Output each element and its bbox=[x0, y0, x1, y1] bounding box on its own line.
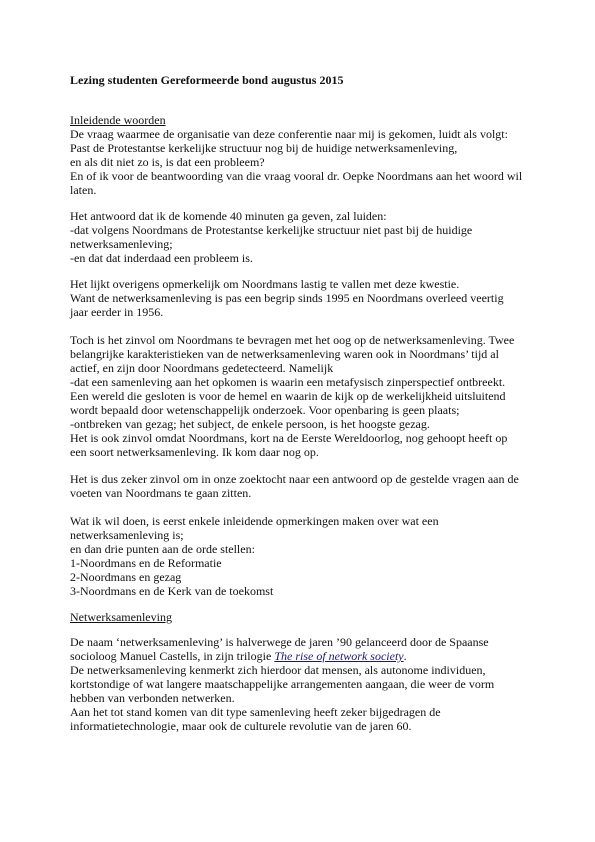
paragraph bbox=[70, 333, 540, 459]
text-fragment: socioloog Manuel Castells, in zijn trilogie bbox=[70, 649, 275, 663]
paragraph bbox=[70, 472, 540, 500]
text-fragment: . bbox=[403, 649, 407, 663]
text-line: Aan het tot stand komen van dit type samenleving heeft zeker bijgedragen de bbox=[70, 705, 441, 719]
text-line: Het antwoord dat ik de komende 40 minuten ga geven, zal luiden: bbox=[70, 209, 387, 223]
text-line: De naam ‘netwerksamenleving’ is halverwege de jaren ’90 gelanceerd door de Spaanse bbox=[70, 635, 489, 649]
text-line: De vraag waarmee de organisatie van deze conferentie naar mij is gekomen, luidt als volgt: bbox=[70, 127, 508, 141]
text-line: netwerksamenleving is; bbox=[70, 528, 184, 542]
text-line: -en dat dat inderdaad een probleem is. bbox=[70, 251, 253, 265]
list-item: 1-Noordmans en de Reformatie bbox=[70, 556, 222, 570]
text-line: En of ik voor de beantwoording van die vraag vooral dr. Oepke Noordmans aan het woord wil bbox=[70, 169, 523, 183]
book-title-link[interactable]: The rise of network society bbox=[274, 649, 404, 663]
paragraph bbox=[70, 127, 540, 197]
text-line: Wat ik wil doen, is eerst enkele inleidende opmerkingen maken over wat een bbox=[70, 514, 439, 528]
list-item: 3-Noordmans en de Kerk van de toekomst bbox=[70, 584, 274, 598]
paragraph bbox=[70, 277, 540, 319]
section-heading-inleidende-woorden bbox=[70, 113, 540, 127]
section-heading: Netwerksamenleving bbox=[70, 610, 172, 624]
section-heading-netwerksamenleving bbox=[70, 610, 540, 624]
text-line: -dat volgens Noordmans de Protestantse kerkelijke structuur niet past bij de huidige bbox=[70, 223, 473, 237]
paragraph bbox=[70, 635, 540, 733]
document-title: Lezing studenten Gereformeerde bond augustus 2015 bbox=[70, 73, 344, 87]
text-line: kortstondige of wat langere maatschappelijke arrangementen aangaan, die weer de vorm bbox=[70, 677, 495, 691]
text-line: informatietechnologie, maar ook de culturele revolutie van de jaren 60. bbox=[70, 719, 412, 733]
section-heading: Inleidende woorden bbox=[70, 113, 166, 127]
text-line: netwerksamenleving; bbox=[70, 237, 173, 251]
text-line: voeten van Noordmans te gaan zitten. bbox=[70, 486, 252, 500]
text-line: Toch is het zinvol om Noordmans te bevragen met het oog op de netwerksamenleving. Twee bbox=[70, 333, 515, 347]
text-line: en als dit niet zo is, is dat een probleem? bbox=[70, 155, 265, 169]
text-line: Het is dus zeker zinvol om in onze zoektocht naar een antwoord op de gestelde vragen aan de bbox=[70, 472, 519, 486]
text-line: -dat een samenleving aan het opkomen is waarin een metafysisch zinperspectief ontbreekt. bbox=[70, 375, 506, 389]
list-item: 2-Noordmans en gezag bbox=[70, 570, 182, 584]
text-line: actief, en zijn door Noordmans gedetecteerd. Namelijk bbox=[70, 361, 334, 375]
paragraph bbox=[70, 209, 540, 265]
text-line: een soort netwerksamenleving. Ik kom daar nog op. bbox=[70, 445, 319, 459]
text-line: hebben van verbonden netwerken. bbox=[70, 691, 235, 705]
text-line: laten. bbox=[70, 183, 97, 197]
text-line bbox=[70, 649, 540, 663]
text-line: belangrijke karakteristieken van de netwerksamenleving waren ook in Noordmans’ tijd al bbox=[70, 347, 499, 361]
text-line: -ontbreken van gezag; het subject, de enkele persoon, is het hoogste gezag. bbox=[70, 417, 430, 431]
text-line: wordt bepaald door wetenschappelijk onderzoek. Voor openbaring is geen plaats; bbox=[70, 403, 460, 417]
paragraph bbox=[70, 514, 540, 598]
text-line: Het is ook zinvol omdat Noordmans, kort na de Eerste Wereldoorlog, nog gehoopt heeft op bbox=[70, 431, 508, 445]
text-line: Past de Protestantse kerkelijke structuur nog bij de huidige netwerksamenleving, bbox=[70, 141, 458, 155]
text-line: De netwerksamenleving kenmerkt zich hierdoor dat mensen, als autonome individuen, bbox=[70, 663, 486, 677]
text-line: Want de netwerksamenleving is pas een begrip sinds 1995 en Noordmans overleed veertig bbox=[70, 291, 504, 305]
text-line: en dan drie punten aan de orde stellen: bbox=[70, 542, 255, 556]
text-line: Een wereld die gesloten is voor de hemel en waarin de kijk op de werkelijkheid uitsluitend bbox=[70, 389, 506, 403]
text-line: jaar eerder in 1956. bbox=[70, 305, 164, 319]
text-line: Het lijkt overigens opmerkelijk om Noordmans lastig te vallen met deze kwestie. bbox=[70, 277, 460, 291]
